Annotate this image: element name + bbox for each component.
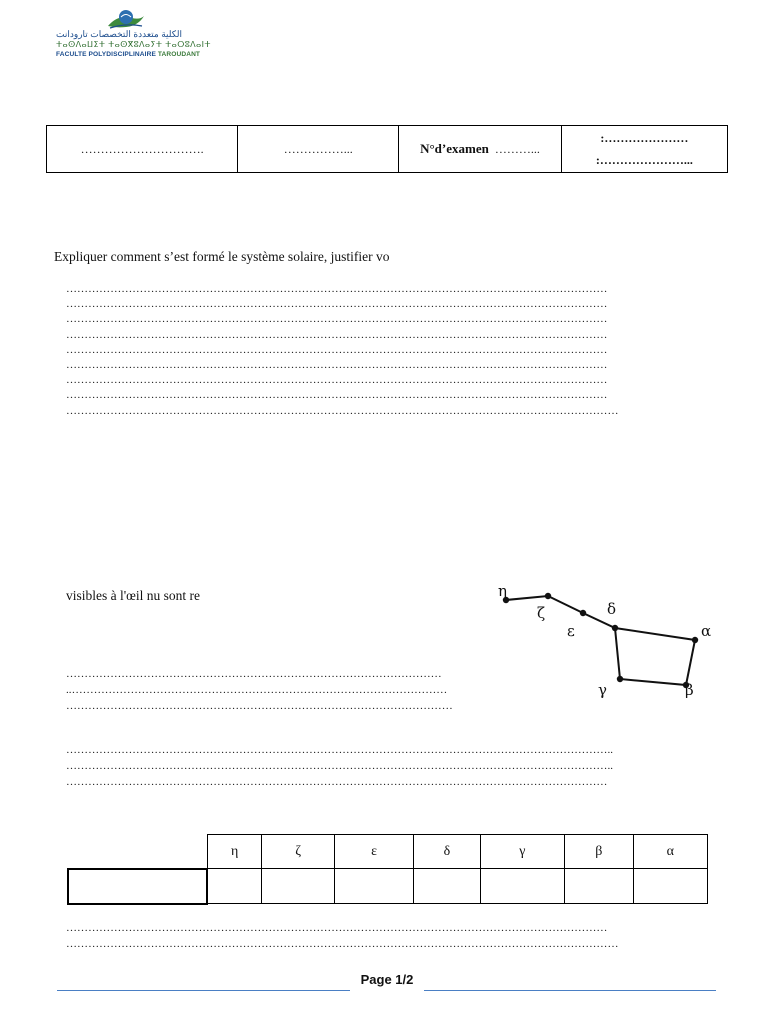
answer-line: ………………………………………………………………………………………………………………………………….. — [66, 760, 614, 772]
answer-line: ………………………………………………………………………………………………………………………………… — [66, 776, 608, 788]
extra-info-line-1: :………………… — [600, 131, 689, 145]
faculty-emblem-icon — [106, 8, 146, 30]
student-info-table — [46, 125, 728, 173]
big-dipper-diagram — [490, 578, 720, 708]
logo-name-part2: TAROUDANT — [157, 51, 201, 58]
exam-number-label: N°d’examen — [420, 141, 489, 156]
star-table-corner — [68, 835, 207, 869]
answer-line: …………………………………………………………………………………………………………………………………… — [66, 938, 619, 950]
footer-rule-right — [424, 990, 716, 991]
question-2-text: visibles à l'œil nu sont re — [66, 588, 201, 603]
answer-line: …………………………………………………………………………………………… — [66, 700, 453, 712]
star-answer-cell[interactable] — [480, 869, 564, 904]
star-answer-cell[interactable] — [262, 869, 334, 904]
answer-line: ………………………………………………………………………………………………………………………………… — [66, 922, 608, 934]
label-beta: β — [685, 681, 694, 699]
answer-line: ………………………………………………………………………………………………………………………………… — [66, 343, 608, 356]
star-answer-cell[interactable] — [207, 869, 262, 904]
question-2-short-answer-area[interactable] — [66, 666, 478, 714]
name-field-dots: …………………………. — [80, 141, 204, 156]
logo-tifinagh-text: ⵜⴰⵙⴷⴰⵡⵉⵜ ⵜⴰⵙⴳⵓⴷⴰⵢⵜ ⵜⴰⵔⵓⴷⴰⵏⵜ — [56, 40, 211, 49]
star-delta — [612, 625, 618, 631]
faculty-logo — [56, 8, 211, 62]
label-epsilon: ε — [567, 622, 575, 640]
logo-french-text — [56, 52, 200, 59]
exam-number-cell[interactable] — [399, 126, 562, 173]
extra-info-cell[interactable] — [561, 126, 727, 173]
star-header-eta: η — [207, 835, 262, 869]
constellation-lines — [506, 596, 695, 685]
star-gamma — [617, 676, 623, 682]
answer-line: ………………………………………………………………………………………………………………………………… — [66, 359, 608, 372]
star-table-answer-row — [68, 869, 708, 904]
star-answer-cell[interactable] — [633, 869, 708, 904]
question-2-long-answer-area[interactable] — [66, 742, 708, 790]
firstname-field-cell[interactable] — [238, 126, 399, 173]
star-header-zeta: ζ — [262, 835, 334, 869]
answer-line: ………………………………………………………………………………………… — [66, 668, 442, 680]
logo-name-part1: FACULTE POLYDISCIPLINAIRE — [56, 51, 156, 58]
label-eta: η — [498, 582, 507, 600]
star-answer-cell[interactable] — [565, 869, 633, 904]
extra-info-line-2: :…………………... — [595, 153, 693, 167]
answer-line: …………………………………………………………………………………………………………………………………… — [66, 404, 619, 417]
answer-line: ………………………………………………………………………………………………………………………………… — [66, 389, 608, 402]
answer-line: ………………………………………………………………………………………………………………………………… — [66, 283, 608, 295]
footer-rule-left — [57, 990, 350, 991]
star-alpha — [692, 637, 698, 643]
star-epsilon — [580, 610, 586, 616]
star-answer-cell[interactable] — [334, 869, 413, 904]
star-header-alpha: α — [633, 835, 708, 869]
page-number: Page 1/2 — [360, 972, 414, 987]
star-table — [67, 834, 708, 905]
answer-line: ………………………………………………………………………………………………………………………………….. — [66, 744, 614, 756]
label-gamma: γ — [598, 681, 607, 699]
question-1-text: Expliquer comment s’est formé le système solaire, justifier vo — [54, 249, 390, 264]
answer-line: ………………………………………………………………………………………………………………………………… — [66, 298, 608, 311]
star-header-gamma: γ — [480, 835, 564, 869]
star-header-epsilon: ε — [334, 835, 413, 869]
star-header-beta: β — [565, 835, 633, 869]
logo-arabic-text: الكلية متعددة التخصصات تارودانت — [56, 29, 182, 39]
name-field-cell[interactable] — [47, 126, 238, 173]
answer-line: ..………………………………………………………………………………………… — [66, 684, 448, 696]
exam-number-dots: ………... — [494, 142, 540, 156]
star-table-header-row — [68, 835, 708, 869]
label-alpha: α — [701, 622, 712, 640]
firstname-field-dots: ……………... — [283, 141, 353, 156]
label-zeta: ζ — [537, 604, 546, 622]
star-zeta — [545, 593, 551, 599]
answer-line: ………………………………………………………………………………………………………………………………… — [66, 374, 608, 387]
table-answer-area[interactable] — [66, 920, 682, 952]
label-delta: δ — [607, 600, 617, 618]
star-header-delta: δ — [414, 835, 480, 869]
constellation-figure — [490, 578, 720, 708]
answer-line: ………………………………………………………………………………………………………………………………… — [66, 328, 608, 341]
question-1-answer-area[interactable] — [66, 282, 708, 419]
answer-line: ………………………………………………………………………………………………………………………………… — [66, 313, 608, 326]
star-answer-label-cell[interactable] — [68, 869, 207, 904]
star-answer-cell[interactable] — [414, 869, 480, 904]
